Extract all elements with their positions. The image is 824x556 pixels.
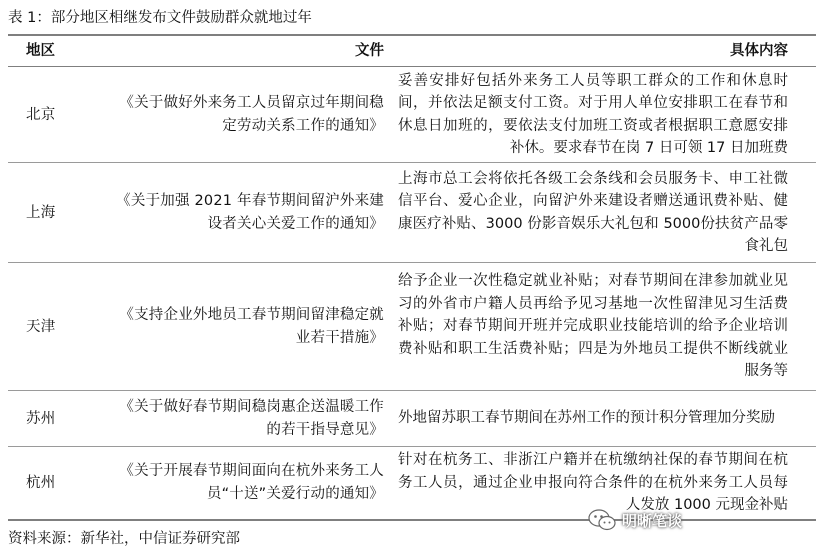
row-region: 杭州 xyxy=(26,475,56,491)
wechat-icon xyxy=(588,508,616,532)
table-header xyxy=(8,36,816,67)
header-content: 具体内容 xyxy=(730,43,788,59)
row-content: 给予企业一次性稳定就业补贴；对春节期间在津参加就业见习的外省市户籍人员再给予见习基地一次性留津见习生活费补贴；对春节期间开班并完成职业技能培训的给予企业培训费补贴和职工生活费补贴；四是为外地员工提供不断线就业服务等 xyxy=(398,273,788,380)
row-content: 外地留苏职工春节期间在苏州工作的预计积分管理加分奖励 xyxy=(398,410,775,427)
row-region: 苏州 xyxy=(26,410,56,427)
header-region: 地区 xyxy=(26,43,55,59)
row-document: 《关于开展春节期间面向在杭外来务工人员“十送”关爱行动的通知》 xyxy=(119,463,384,502)
row-content: 针对在杭务工、非浙江户籍并在杭缴纳社保的春节期间在杭务工人员，通过企业申报向符合条件的在杭外来务工人员每人发放 1000 元现金补贴 xyxy=(398,452,788,514)
row-document: 《关于做好外来务工人员留京过年期间稳定劳动关系工作的通知》 xyxy=(119,94,384,134)
source-note: 资料来源：新华社，中信证券研究部 xyxy=(8,531,240,547)
watermark-text: 明晰笔谈 xyxy=(622,511,683,530)
row-region: 上海 xyxy=(26,204,56,221)
table-row xyxy=(8,163,816,263)
row-region: 天津 xyxy=(26,318,56,335)
table-row xyxy=(8,67,816,163)
table-caption: 表 1：部分地区相继发布文件鼓励群众就地过年 xyxy=(8,10,312,26)
table-row xyxy=(8,447,816,519)
policy-table xyxy=(8,34,816,521)
row-content: 妥善安排好包括外来务工人员等职工群众的工作和休息时间，并依法足额支付工资。对于用人单位安排职工在春节和休息日加班的，要依法支付加班工资或者根据职工意愿安排补休。要求春节在岗 7 日可领 17 日加班费 xyxy=(398,72,788,156)
row-document: 《关于加强 2021 年春节期间留沪外来建设者关心关爱工作的通知》 xyxy=(116,192,384,232)
row-region: 北京 xyxy=(26,106,56,123)
row-document: 《关于做好春节期间稳岗惠企送温暖工作的若干指导意见》 xyxy=(119,398,384,438)
header-document: 文件 xyxy=(355,43,384,59)
table-row xyxy=(8,263,816,391)
row-document: 《支持企业外地员工春节期间留津稳定就业若干措施》 xyxy=(119,306,384,346)
table-row xyxy=(8,391,816,447)
row-content: 上海市总工会将依托各级工会条线和会员服务卡、申工社微信平台、爱心企业，向留沪外来建设者赠送通讯费补贴、健康医疗补贴、3000 份影音娱乐大礼包和 5000份扶贫产品零食礼包 xyxy=(398,170,788,254)
watermark xyxy=(588,502,682,538)
table-bottom-rule xyxy=(8,519,816,521)
